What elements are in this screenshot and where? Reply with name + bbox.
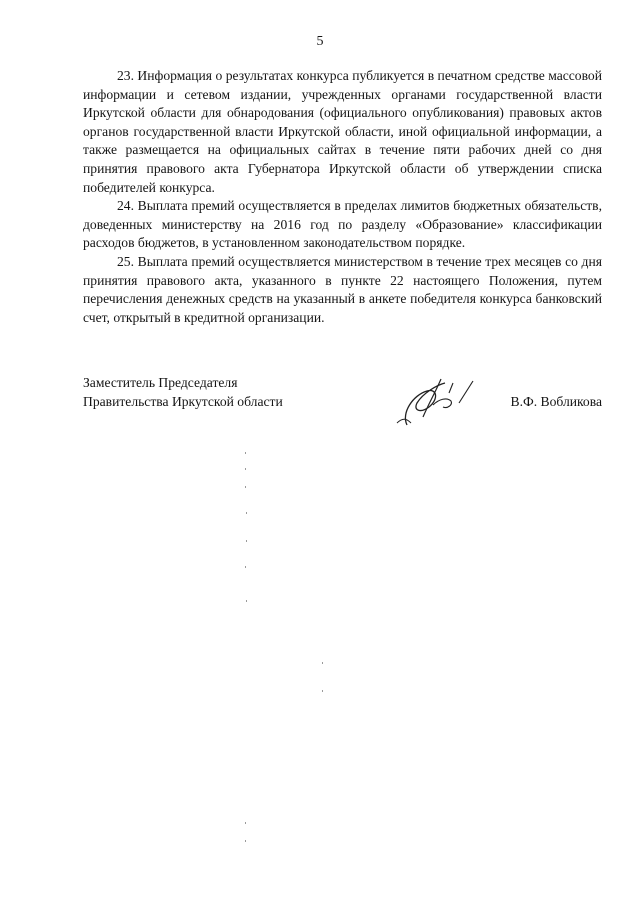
paragraph-24: 24. Выплата премий осуществляется в пределах лимитов бюджетных обязательств, доведенных министерству на 2016 год по разделу «Образование» классификации расходов бюджетов, в установленном законодательством порядке. [83, 198, 602, 251]
signatory-title-line-2: Правительства Иркутской области [83, 393, 283, 409]
page-number: 5 [316, 34, 324, 49]
signature-block [83, 374, 602, 411]
document-body [83, 67, 602, 327]
handwritten-signature [393, 373, 489, 431]
signatory-title-line-1: Заместитель Председателя [83, 375, 238, 390]
paragraph-23: 23. Информация о результатах конкурса публикуется в печатном средстве массовой информации и сетевом издании, учрежденных органами государственной власти Иркутской области для обнародования (официального опубликования) правовых актов органов государственной власти Иркутской области, иной официальной информации, а также размещается на официальных сайтах в течение пяти рабочих дней со дня принятия правового акта Губернатора Иркутской области об утверждении списка победителей конкурса. [83, 68, 602, 195]
signatory-name: В.Ф. Вобликова [510, 393, 602, 409]
paragraph-25: 25. Выплата премий осуществляется министерством в течение трех месяцев со дня принятия правового акта, указанного в пункте 22 настоящего Положения, путем перечисления денежных средств на указанный в анкете победителя конкурса банковский счет, открытый в кредитной организации. [83, 253, 602, 325]
